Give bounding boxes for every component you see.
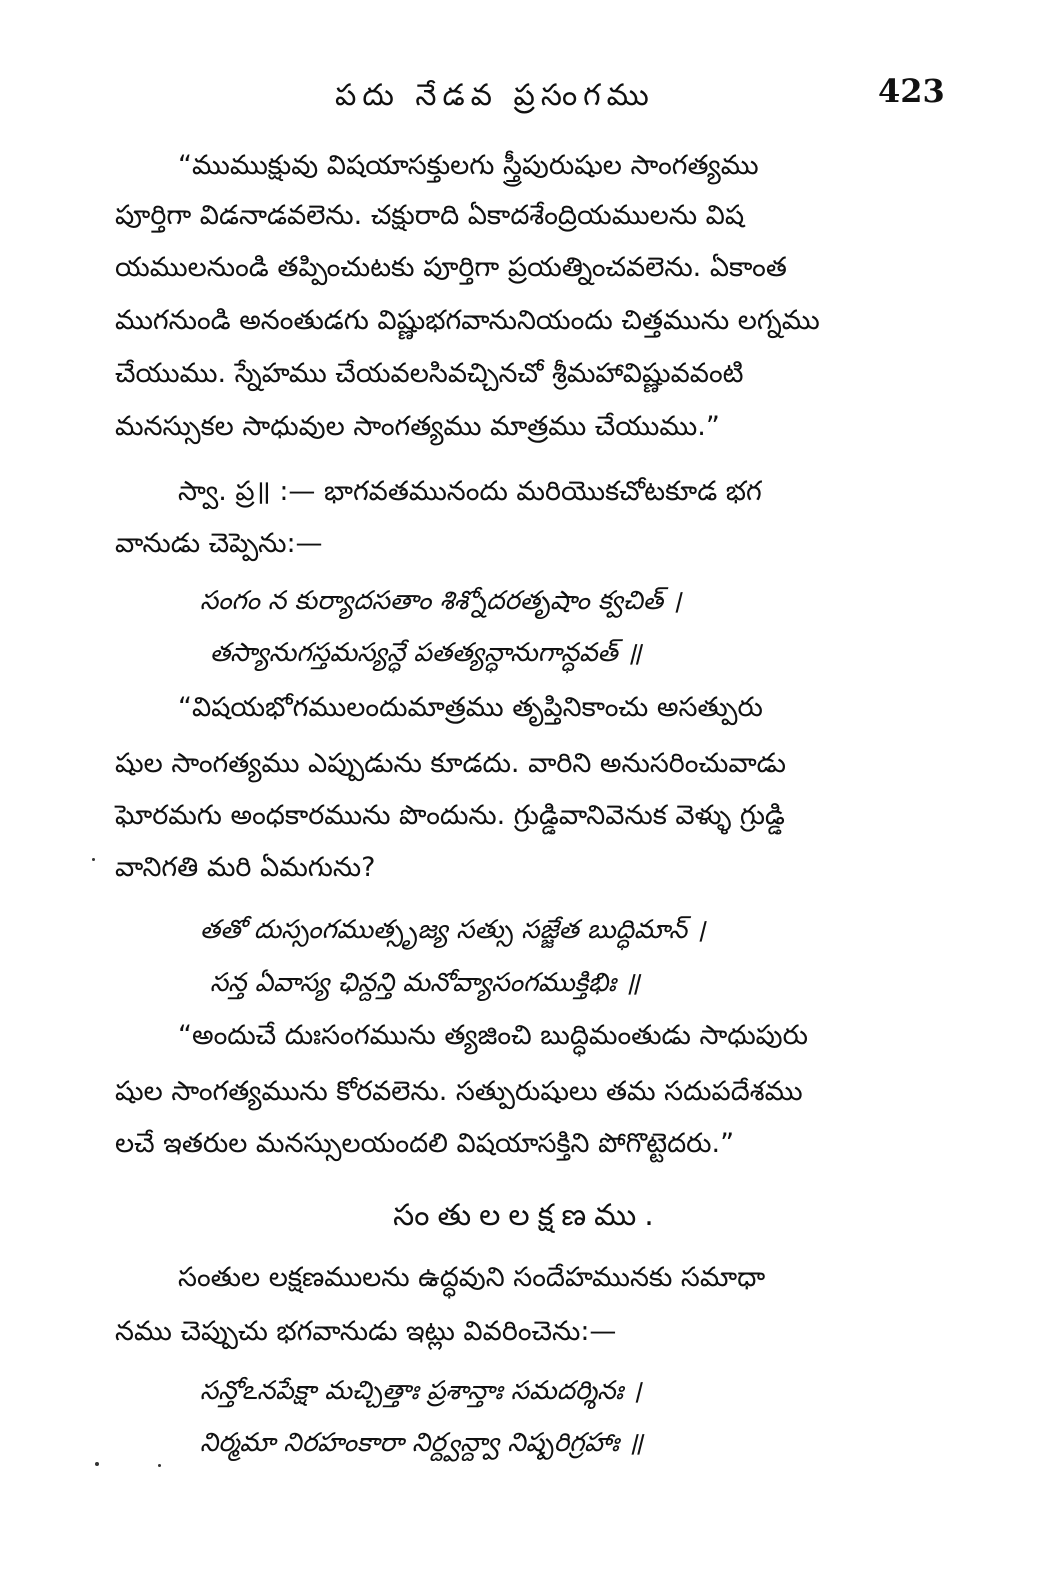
body-line: షుల సాంగత్యము ఎప్పుడును కూడదు. వారిని అనుసరించువాడు xyxy=(115,748,786,779)
body-line: సంతుల లక్షణములను ఉద్ధవుని సందేహమునకు సమాధా xyxy=(178,1262,766,1293)
body-line: మనస్సుకల సాధువుల సాంగత్యము మాత్రము చేయుము.” xyxy=(115,411,720,442)
verse-line: తతో దుస్సంగముత్సృజ్య సత్సు సజ్జేత బుద్ధిమాన్ । xyxy=(200,915,706,945)
scan-speck xyxy=(92,858,95,861)
scan-speck xyxy=(95,1462,99,1466)
verse-line: నిర్మమా నిరహంకారా నిర్ద్వన్ద్వా నిష్పరిగ్రహాః ॥ xyxy=(200,1428,643,1458)
body-line: పూర్తిగా విడనాడవలెను. చక్షురాది ఏకాదశేంద్రియములను విష xyxy=(115,200,745,231)
scan-speck xyxy=(158,1464,161,1467)
page-header xyxy=(0,72,1055,122)
verse-line: తస్యానుగస్తమస్యన్ధే పతత్యన్ధానుగాన్ధవత్ ॥ xyxy=(210,638,642,668)
verse-line: సన్త ఏవాస్య ఛిన్దన్తి మనోవ్యాసంగముక్తిభిః ॥ xyxy=(210,968,640,998)
page-number: 423 xyxy=(878,72,945,110)
body-line: “విషయభోగములందుమాత్రము తృప్తినికాంచు అసత్పురు xyxy=(178,692,763,723)
body-line: స్వా. ప్ర॥ :— భాగవతమునందు మరియొకచోటకూడ భగ xyxy=(178,476,762,507)
body-line: “ముముక్షువు విషయాసక్తులగు స్త్రీపురుషుల సాంగత్యము xyxy=(178,150,759,181)
body-line: షుల సాంగత్యమును కోరవలెను. సత్పురుషులు తమ సదుపదేశము xyxy=(115,1076,803,1107)
verse-line: సంగం న కుర్యాదసతాం శిశ్నోదరతృషాం క్వచిత్ । xyxy=(200,586,682,616)
body-line: వానిగతి మరి ఏమగును? xyxy=(115,852,376,883)
verse-line: సన్తోఽనపేక్షా మచ్చిత్తాః ప్రశాన్తాః సమదర్శినః । xyxy=(200,1376,642,1406)
running-title: పదు నేడవ ప్రసంగము xyxy=(335,78,655,113)
body-line: ఘోరమగు అంధకారమును పొందును. గ్రుడ్డివానివెనుక వెళ్ళు గ్రుడ్డి xyxy=(115,800,785,831)
body-line: లచే ఇతరుల మనస్సులయందలి విషయాసక్తిని పోగొట్టెదరు.” xyxy=(115,1128,735,1159)
body-line: యములనుండి తప్పించుటకు పూర్తిగా ప్రయత్నించవలెను. ఏకాంత xyxy=(115,252,787,283)
section-heading: సంతులలక్షణము. xyxy=(393,1198,662,1233)
body-line: చేయుము. స్నేహము చేయవలసివచ్చినచో శ్రీమహావిష్ణువవంటి xyxy=(115,358,744,389)
body-line: వానుడు చెప్పెను:— xyxy=(115,528,323,559)
body-line: నము చెప్పుచు భగవానుడు ఇట్లు వివరించెను:— xyxy=(115,1316,617,1347)
body-line: ముగనుండి అనంతుడగు విష్ణుభగవానునియందు చిత్తమును లగ్నము xyxy=(115,305,820,336)
body-line: “అందుచే దుఃసంగమును త్యజించి బుద్ధిమంతుడు సాధుపురు xyxy=(178,1020,808,1051)
